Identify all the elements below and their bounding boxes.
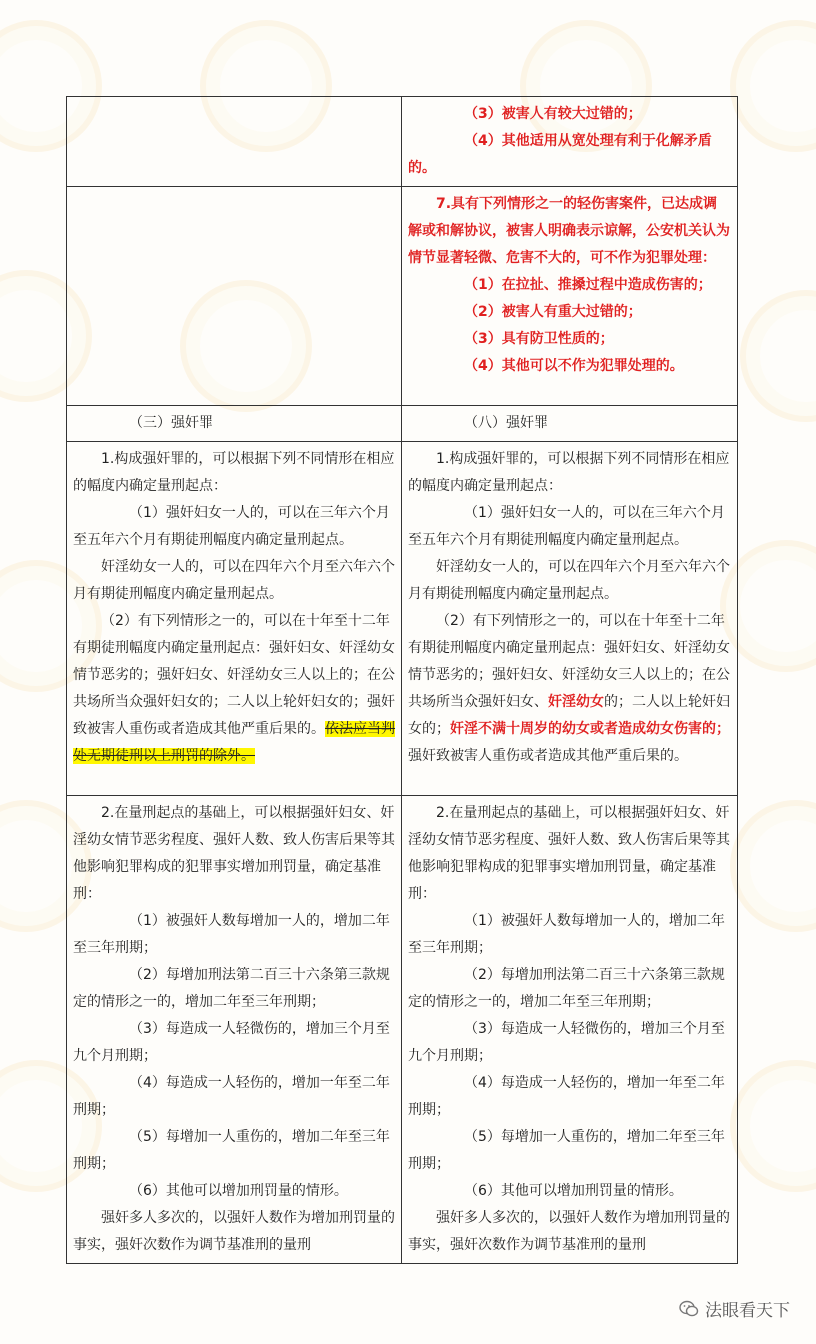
deleted-text: 依法应当判处无期徒刑以上刑罚的除外。 <box>73 721 395 764</box>
paragraph: 奸淫幼女一人的，可以在四年六个月至六年六个月有期徒刑幅度内确定量刑起点。 <box>408 559 730 602</box>
paragraph: （4）每造成一人轻伤的，增加一年至二年刑期； <box>408 1075 725 1118</box>
paragraph: 奸淫幼女一人的，可以在四年六个月至六年六个月有期徒刑幅度内确定量刑起点。 <box>73 559 395 602</box>
paragraph: （5）每增加一人重伤的，增加二年至三年刑期； <box>73 1129 390 1172</box>
text-run: （2）有下列情形之一的，可以在十年至十二年有期徒刑幅度内确定量刑起点：强奸妇女、奸淫幼女情节恶劣的；强奸妇女、奸淫幼女三人以上的；在公共场所当众强奸妇女的；二人以上轮奸妇女的；强奸致被害人重伤或者造成其他严重后果的。 <box>73 613 395 737</box>
added-text: 奸淫不满十周岁的幼女或者造成幼女伤害的； <box>450 721 730 737</box>
paragraph <box>408 608 731 770</box>
paragraph: （2）每增加刑法第二百三十六条第三款规定的情形之一的，增加二年至三年刑期； <box>408 967 725 1010</box>
text-run: 的；二人以上轮奸妇女的； <box>408 694 730 737</box>
paragraph: （2）被害人有重大过错的； <box>464 304 642 320</box>
new-version-cell <box>402 442 738 796</box>
text-run: （2）有下列情形之一的，可以在十年至十二年有期徒刑幅度内确定量刑起点：强奸妇女、奸淫幼女情节恶劣的；强奸妇女、奸淫幼女三人以上的；在公共场所当众强奸妇女、 <box>408 613 730 710</box>
footer-brand-text: 法眼看天下 <box>705 1301 790 1321</box>
paragraph: （6）其他可以增加刑罚量的情形。 <box>129 1183 348 1199</box>
wechat-icon <box>679 1300 699 1318</box>
new-version-cell <box>402 796 738 1264</box>
paragraph: 强奸多人多次的，以强奸人数作为增加刑罚量的事实，强奸次数作为调节基准刑的量刑 <box>73 1210 395 1253</box>
paragraph: （1）强奸妇女一人的，可以在三年六个月至五年六个月有期徒刑幅度内确定量刑起点。 <box>73 505 390 548</box>
paragraph: （2）每增加刑法第二百三十六条第三款规定的情形之一的，增加二年至三年刑期； <box>73 967 390 1010</box>
paragraph: （3）被害人有较大过错的； <box>464 106 642 122</box>
text-run: 强奸致被害人重伤或者造成其他严重后果的。 <box>408 748 688 764</box>
paragraph: （4）每造成一人轻伤的，增加一年至二年刑期； <box>73 1075 390 1118</box>
paragraph: （1）被强奸人数每增加一人的，增加二年至三年刑期； <box>73 913 390 956</box>
new-version-cell <box>402 187 738 406</box>
paragraph <box>73 608 395 770</box>
comparison-table <box>66 96 738 1264</box>
table-row <box>67 97 738 187</box>
paragraph: （1）强奸妇女一人的，可以在三年六个月至五年六个月有期徒刑幅度内确定量刑起点。 <box>408 505 725 548</box>
old-version-cell <box>67 442 402 796</box>
paragraph: 1.构成强奸罪的，可以根据下列不同情形在相应的幅度内确定量刑起点： <box>73 451 395 494</box>
old-version-cell <box>67 796 402 1264</box>
watermark-seal <box>730 1060 816 1192</box>
old-version-cell <box>67 406 402 442</box>
table-row <box>67 442 738 796</box>
paragraph: （3）具有防卫性质的； <box>464 331 614 347</box>
paragraph: （3）每造成一人轻微伤的，增加三个月至九个月刑期； <box>408 1021 725 1064</box>
paragraph: （4）其他可以不作为犯罪处理的。 <box>464 358 684 374</box>
paragraph: （1）被强奸人数每增加一人的，增加二年至三年刑期； <box>408 913 725 956</box>
paragraph: 2.在量刑起点的基础上，可以根据强奸妇女、奸淫幼女情节恶劣程度、强奸人数、致人伤害后果等其他影响犯罪构成的犯罪事实增加刑罚量，确定基准刑： <box>73 805 395 902</box>
new-version-cell <box>402 97 738 187</box>
paragraph: （八）强奸罪 <box>464 415 548 431</box>
paragraph: （5）每增加一人重伤的，增加二年至三年刑期； <box>408 1129 725 1172</box>
table-row <box>67 187 738 406</box>
old-version-cell <box>67 97 402 187</box>
paragraph: （3）每造成一人轻微伤的，增加三个月至九个月刑期； <box>73 1021 390 1064</box>
new-version-cell <box>402 406 738 442</box>
footer-brand <box>679 1296 790 1321</box>
paragraph: （4）其他适用从宽处理有利于化解矛盾的。 <box>408 133 712 176</box>
old-version-cell <box>67 187 402 406</box>
paragraph: 2.在量刑起点的基础上，可以根据强奸妇女、奸淫幼女情节恶劣程度、强奸人数、致人伤害后果等其他影响犯罪构成的犯罪事实增加刑罚量，确定基准刑： <box>408 805 730 902</box>
added-text: 奸淫幼女 <box>548 694 604 710</box>
paragraph: （三）强奸罪 <box>129 415 213 431</box>
table-row <box>67 406 738 442</box>
watermark-seal <box>730 800 816 932</box>
comparison-table-body <box>67 97 738 1264</box>
paragraph: 1.构成强奸罪的，可以根据下列不同情形在相应的幅度内确定量刑起点： <box>408 451 730 494</box>
watermark-seal <box>730 20 816 152</box>
table-row <box>67 796 738 1264</box>
watermark-seal <box>740 290 816 422</box>
paragraph: （1）在拉扯、推搡过程中造成伤害的； <box>464 277 712 293</box>
paragraph: 强奸多人多次的，以强奸人数作为增加刑罚量的事实，强奸次数作为调节基准刑的量刑 <box>408 1210 730 1253</box>
paragraph: 7.具有下列情形之一的轻伤害案件，已达成调解或和解协议，被害人明确表示谅解，公安机关认为情节显著轻微、危害不大的，可不作为犯罪处理： <box>408 196 730 266</box>
paragraph: （6）其他可以增加刑罚量的情形。 <box>464 1183 683 1199</box>
